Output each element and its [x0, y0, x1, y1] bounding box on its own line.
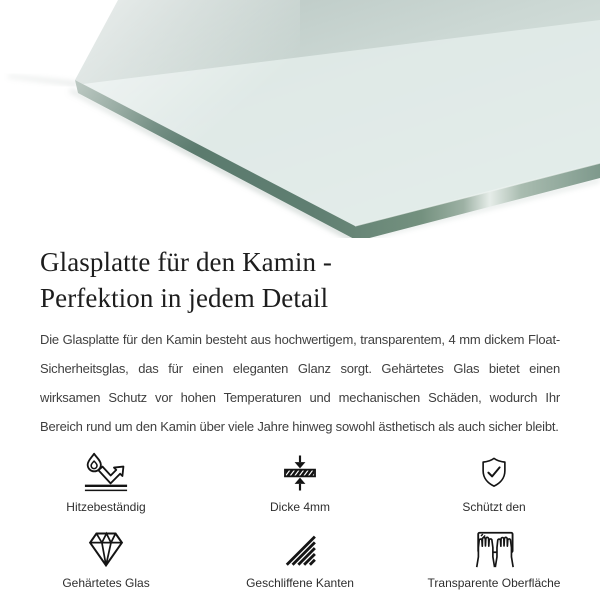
feature-grid	[40, 451, 560, 590]
description-paragraph: Die Glasplatte für den Kamin besteht aus hochwertigem, transparentem, 4 mm dickem Float-Sicherheitsglas, das für einen eleganten Glanz sorgt. Gehärtetes Glas bietet einen wirksamen Schutz vor hohen Temperaturen und mechanischen Schäden, wodurch Ihr Bereich rund um den Kamin über viele Jahre hinweg sowohl ästhetisch als auch sicher bleibt.	[40, 332, 560, 434]
feature-label: Gehärtetes Glas	[62, 576, 150, 590]
feature-transparent-surface	[428, 527, 560, 590]
feature-label: Dicke 4mm	[269, 500, 330, 514]
feature-protects	[428, 451, 560, 514]
feature-thickness-4mm	[234, 451, 366, 514]
feature-label: Schützt den	[462, 500, 526, 514]
tempered-glass-diamond-icon	[83, 527, 129, 571]
product-photo-glass-plate	[0, 0, 600, 238]
shield-check-icon	[476, 451, 512, 495]
page-title-line1: Glasplatte für den Kamin -	[40, 247, 333, 277]
page-title	[40, 244, 560, 316]
feature-polished-edges	[234, 527, 366, 590]
page-title-line2: Perfektion in jedem Detail	[40, 283, 329, 313]
feature-tempered-glass	[40, 527, 172, 590]
thickness-4mm-icon	[280, 451, 320, 495]
polished-edges-icon	[280, 527, 320, 571]
feature-label: Transparente Oberfläche	[427, 576, 561, 590]
transparent-surface-hands-icon	[468, 527, 520, 571]
feature-heat-resistant	[40, 451, 172, 514]
feature-label: Geschliffene Kanten	[246, 576, 354, 590]
feature-label: Hitzebeständig	[66, 500, 146, 514]
heat-resistant-icon	[80, 451, 132, 495]
